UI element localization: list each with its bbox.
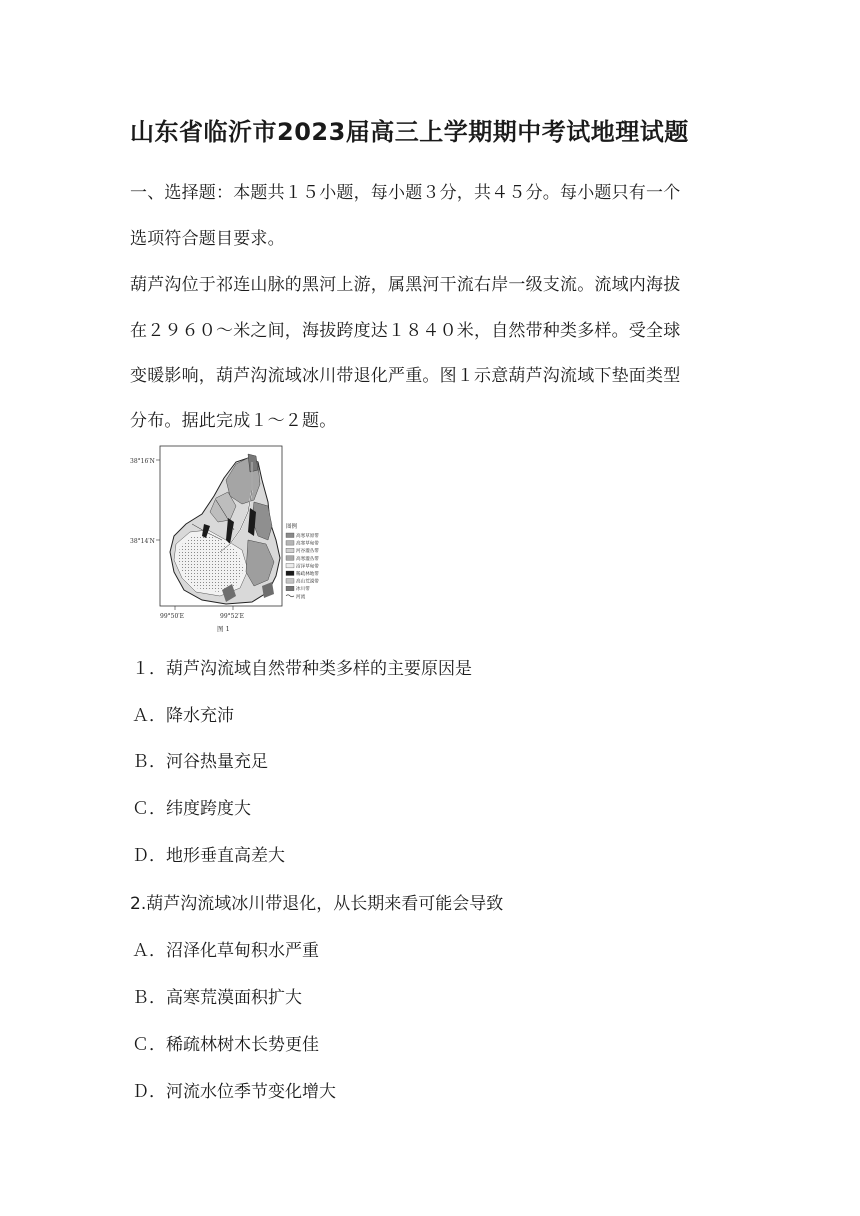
passage-line-2: 在２９６０～米之间，海拔跨度达１８４０米，自然带种类多样。受全球 [130,321,681,341]
legend-swatch-river [286,595,294,597]
question-2-option-c: Ｃ．稀疏林树木长势更佳 [132,1035,319,1055]
question-1-option-b: Ｂ．河谷热量充足 [132,752,268,772]
legend-label: 高寒灌丛带 [296,556,319,562]
map-legend [286,532,319,600]
legend-label: 沼泽草甸带 [296,564,319,570]
question-2-option-d: Ｄ．河流水位季节变化增大 [132,1082,336,1102]
legend-swatch [286,563,294,568]
legend-swatch [286,533,294,538]
figure-caption: 图 1 [217,625,230,633]
legend-label: 稀疏林地带 [296,572,319,577]
legend-label: 河谷灌丛带 [296,549,319,555]
legend-label: 冰川带 [296,587,310,593]
legend-swatch [286,586,294,591]
section-heading-line-1: 一、选择题：本题共１５小题，每小题３分，共４５分。每小题只有一个 [130,183,681,203]
legend-swatch [286,571,294,576]
lat-label-mid: 38°14′N [130,538,155,545]
legend-label: 高寒草甸带 [296,541,319,547]
question-2-stem: 2.葫芦沟流域冰川带退化，从长期来看可能会导致 [130,894,504,914]
legend-swatch [286,579,294,584]
question-1-stem: １．葫芦沟流域自然带种类多样的主要原因是 [132,659,472,679]
question-1-option-a: Ａ．降水充沛 [132,706,234,726]
legend-swatch [286,548,294,553]
legend-swatch [286,556,294,561]
legend-label: 高寒草原带 [296,534,319,539]
passage-line-4: 分布。据此完成１～２题。 [130,411,337,431]
lon-label-left: 99°50′E [160,613,185,620]
lat-label-top: 38°16′N [130,458,155,465]
page-title: 山东省临沂市2023届高三上学期期中考试地理试题 [130,118,689,146]
question-2-option-b: Ｂ．高寒荒漠面积扩大 [132,988,302,1008]
question-2-option-a: Ａ．沼泽化草甸积水严重 [132,941,319,961]
passage-line-3: 变暖影响，葫芦沟流域冰川带退化严重。图１示意葫芦沟流域下垫面类型 [130,366,681,386]
section-heading-line-2: 选项符合题目要求。 [130,229,285,249]
question-1-option-c: Ｃ．纬度跨度大 [132,799,251,819]
question-1-option-d: Ｄ．地形垂直高差大 [132,846,285,866]
passage-line-1: 葫芦沟位于祁连山脉的黑河上游，属黑河干流右岸一级支流。流域内海拔 [130,275,681,295]
figure-1-watershed-map [130,440,345,640]
legend-title: 图例 [286,524,298,530]
legend-label: 河流 [296,594,306,600]
legend-swatch [286,541,294,546]
lon-label-right: 99°52′E [220,613,245,620]
legend-label: 高山荒漠带 [296,579,319,585]
